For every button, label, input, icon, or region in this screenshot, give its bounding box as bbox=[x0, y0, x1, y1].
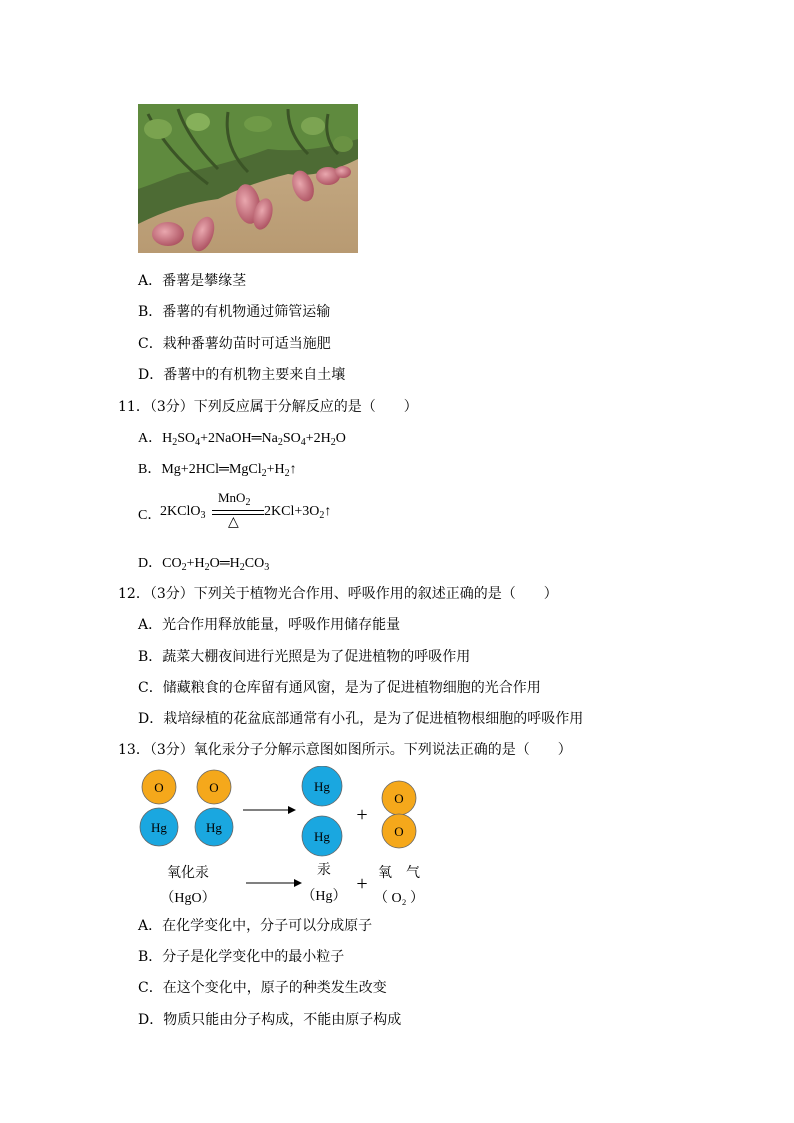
atom-label-o: O bbox=[394, 824, 404, 839]
arrow-head-icon bbox=[294, 879, 302, 887]
q12-option-a: A．光合作用释放能量，呼吸作用储存能量 bbox=[138, 617, 401, 633]
q10-option-d: D．番薯中的有机物主要来自土壤 bbox=[138, 367, 346, 383]
label-o2-name: 氧 气 bbox=[378, 866, 420, 881]
atom-label-hg: Hg bbox=[314, 829, 330, 844]
q10-option-b: B．番薯的有机物通过筛管运输 bbox=[138, 304, 331, 320]
arrow-head-icon bbox=[288, 806, 296, 814]
atom-label-o: O bbox=[394, 791, 404, 806]
mercury-oxide-decomposition-diagram bbox=[138, 766, 438, 911]
q13-option-c: C．在这个变化中，原子的种类发生改变 bbox=[138, 980, 387, 996]
q13-option-a: A．在化学变化中，分子可以分成原子 bbox=[138, 918, 373, 934]
heat-symbol: △ bbox=[228, 515, 239, 530]
q10-option-a: A．番薯是攀缘茎 bbox=[138, 273, 247, 289]
label-o2-formula: （ O₂ ） bbox=[374, 891, 424, 906]
label-hgo-name: 氧化汞 bbox=[167, 866, 209, 881]
label-hg-name: 汞 bbox=[317, 863, 331, 878]
option-c-prefix: C． bbox=[138, 508, 162, 523]
q13-option-b: B．分子是化学变化中的最小粒子 bbox=[138, 949, 345, 965]
q11-option-d: D．$CO_2+H_2O═H_2CO_3$ bbox=[138, 556, 270, 573]
q11-option-c bbox=[138, 490, 398, 534]
q12-option-c: C．储藏粮食的仓库留有通风窗，是为了促进植物细胞的光合作用 bbox=[138, 680, 541, 696]
plus-sign: + bbox=[356, 804, 368, 826]
q12-option-b: B．蔬菜大棚夜间进行光照是为了促进植物的呼吸作用 bbox=[138, 649, 471, 665]
equation-left: 2KClO$_3$ bbox=[160, 504, 206, 521]
q12-stem: 12．（3分）下列关于植物光合作用、呼吸作用的叙述正确的是（ ） bbox=[118, 586, 558, 602]
atom-label-hg: Hg bbox=[206, 820, 222, 835]
q11-stem: 11．（3分）下列反应属于分解反应的是（ ） bbox=[118, 399, 418, 415]
label-hg-formula: （Hg） bbox=[301, 889, 347, 904]
q11-option-b: B．$Mg+2HCl═MgCl_2+H_2↑$ bbox=[138, 462, 297, 479]
label-hgo-formula: （HgO） bbox=[160, 891, 216, 906]
q13-option-d: D．物质只能由分子构成，不能由原子构成 bbox=[138, 1012, 402, 1028]
q10-option-c: C．栽种番薯幼苗时可适当施肥 bbox=[138, 336, 331, 352]
q11-option-a: A．$H_2SO_4+2NaOH═Na_2SO_4+2H_2O$ bbox=[138, 431, 346, 448]
atom-label-o: O bbox=[209, 780, 219, 795]
atom-label-hg: Hg bbox=[314, 779, 330, 794]
atom-label-hg: Hg bbox=[151, 820, 167, 835]
q13-stem: 13．（3分）氧化汞分子分解示意图如图所示。下列说法正确的是（ ） bbox=[118, 742, 572, 758]
atom-label-o: O bbox=[154, 780, 164, 795]
sweet-potato-photo bbox=[138, 104, 358, 253]
equation-right: $2KCl+3O_2↑$ bbox=[264, 504, 332, 521]
q12-option-d: D．栽培绿植的花盆底部通常有小孔，是为了促进植物根细胞的呼吸作用 bbox=[138, 711, 584, 727]
catalyst-label: MnO$_2$ bbox=[218, 490, 251, 508]
plus-sign: + bbox=[356, 873, 368, 895]
